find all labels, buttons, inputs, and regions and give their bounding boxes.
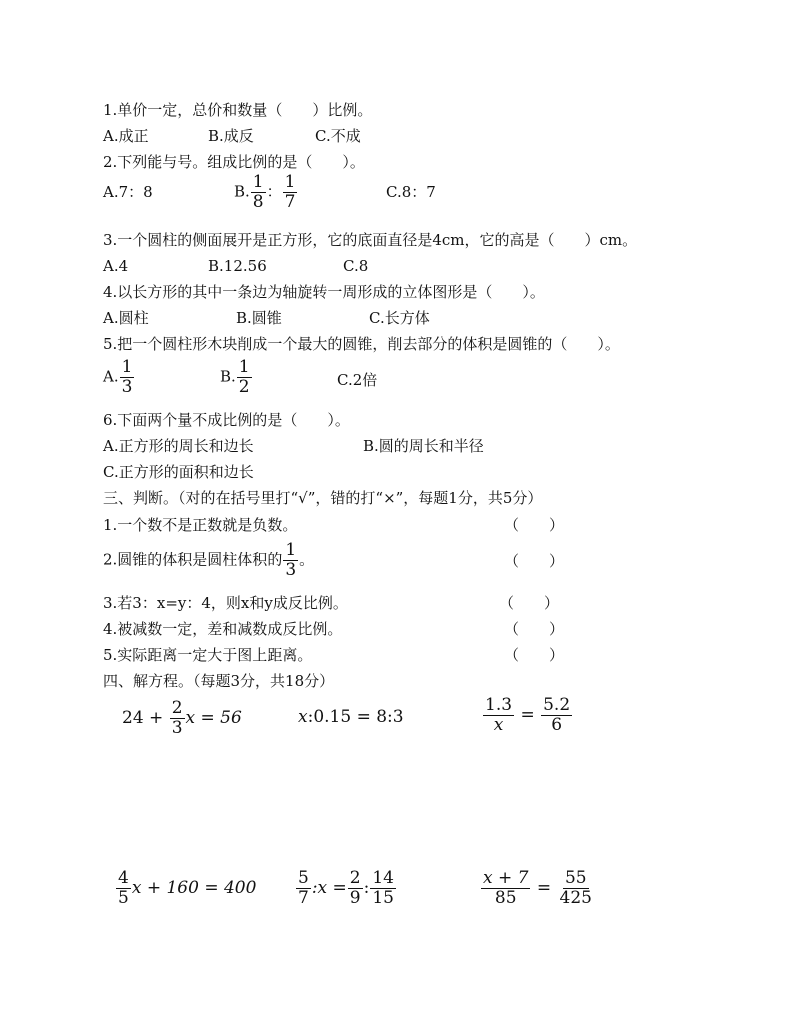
judge-item-2-prefix: 2.圆锥的体积是圆柱体积的: [103, 550, 283, 569]
q2-option-b-prefix: B.: [234, 182, 250, 201]
numerator: 1: [238, 357, 250, 377]
equation-1: [122, 700, 242, 737]
q3-option-c: C.8: [343, 257, 369, 275]
equation-3-fraction-right: [541, 697, 572, 734]
q4-option-c: C.长方体: [369, 309, 430, 327]
denominator: 7: [298, 888, 309, 908]
numerator: 1: [285, 540, 297, 560]
q1-stem: 1.单价一定，总价和数量（ ）比例。: [103, 101, 373, 119]
q4-option-b: B.圆锥: [236, 309, 282, 327]
equation-3-fraction-left: [483, 697, 514, 734]
section3-title: 三、判断。（对的在括号里打“√”，错的打“×”，每题1分，共5分）: [103, 489, 543, 507]
q2-fraction-1: [251, 174, 266, 211]
judge-item-2-suffix: 。: [299, 550, 315, 569]
judge-item-1: 1.一个数不是正数就是负数。: [103, 516, 298, 534]
numerator: 5.2: [543, 695, 571, 715]
judge-item-2-fraction: [283, 542, 298, 579]
q6-stem: 6.下面两个量不成比例的是（ ）。: [103, 411, 350, 429]
numerator: 14: [372, 868, 394, 888]
judge-item-2: [103, 542, 314, 579]
numerator: 2: [171, 698, 183, 718]
q5-option-b: [220, 359, 253, 396]
q3-option-a: A.4: [103, 257, 129, 275]
q5-option-a: [103, 359, 135, 396]
equation-5-fraction-3: [370, 870, 396, 907]
judge-paren-2[interactable]: （ ）: [504, 552, 565, 570]
denominator: 3: [171, 718, 183, 738]
judge-item-5: 5.实际距离一定大于图上距离。: [103, 646, 313, 664]
equation-1-rhs: x = 56: [185, 708, 242, 728]
judge-item-3: 3.若3：x=y：4，则x和y成反比例。: [103, 594, 348, 612]
numerator: 1: [252, 172, 264, 192]
q2-option-b: [234, 174, 298, 211]
q2-stem: 2.下列能与号。组成比例的是（ ）。: [103, 153, 365, 171]
equals-sign: =: [520, 705, 535, 725]
q1-option-c: C.不成: [315, 127, 361, 145]
equation-5-middle: :x =: [311, 878, 347, 898]
equation-5-fraction-1: [296, 870, 311, 907]
q6-option-c: C.正方形的面积和边长: [103, 463, 254, 481]
q2-option-c: C.8：7: [386, 183, 436, 201]
equation-4: [115, 870, 256, 907]
equation-3: [482, 697, 573, 734]
q4-stem: 4.以长方形的其中一条边为轴旋转一周形成的立体图形是（ ）。: [103, 283, 545, 301]
q5-fraction-b: [237, 359, 252, 396]
judge-item-4: 4.被减数一定，差和减数成反比例。: [103, 620, 343, 638]
denominator: 9: [349, 888, 361, 908]
numerator: x + 7: [483, 868, 529, 888]
numerator: 5: [298, 868, 309, 888]
numerator: 4: [118, 868, 129, 888]
equation-2-rest: :0.15 = 8:3: [307, 707, 404, 727]
judge-paren-3[interactable]: （ ）: [499, 594, 560, 612]
denominator: 2: [238, 377, 250, 397]
q1-option-b: B.成反: [208, 127, 254, 145]
equation-6: [480, 870, 595, 907]
q5-fraction-a: [120, 359, 135, 396]
numerator: 2: [349, 868, 361, 888]
ratio-separator: :: [363, 878, 370, 898]
equation-2: [298, 706, 404, 728]
denominator: 3: [121, 377, 133, 397]
judge-paren-1[interactable]: （ ）: [504, 516, 565, 534]
q5-option-c: C.2倍: [337, 371, 378, 389]
denominator: 85: [494, 888, 517, 908]
q6-option-b: B.圆的周长和半径: [363, 437, 484, 455]
numerator: 1.3: [485, 695, 513, 715]
denominator: x: [493, 715, 504, 735]
q5-option-b-prefix: B.: [220, 367, 236, 386]
q5-stem: 5.把一个圆柱形木块削成一个最大的圆锥，削去部分的体积是圆锥的（ ）。: [103, 335, 620, 353]
denominator: 15: [372, 888, 394, 908]
ratio-separator: ：: [266, 182, 282, 201]
section4-title: 四、解方程。（每题3分，共18分）: [103, 672, 335, 690]
numerator: 1: [121, 357, 133, 377]
equation-5: [295, 870, 397, 907]
denominator: 8: [252, 192, 264, 212]
equation-6-fraction-left: [481, 870, 530, 907]
equation-5-fraction-2: [348, 870, 363, 907]
q1-option-a: A.成正: [103, 127, 149, 145]
equation-1-lhs: 24 +: [122, 708, 169, 728]
q6-option-a: A.正方形的周长和边长: [103, 437, 254, 455]
numerator: 55: [564, 868, 587, 888]
judge-paren-4[interactable]: （ ）: [504, 620, 565, 638]
denominator: 5: [118, 888, 129, 908]
q3-stem: 3.一个圆柱的侧面展开是正方形，它的底面直径是4cm，它的高是（ ）cm。: [103, 231, 638, 249]
denominator: 425: [559, 888, 592, 908]
q2-option-a: A.7：8: [103, 183, 153, 201]
equation-2-variable: x: [298, 707, 308, 727]
q2-fraction-2: [283, 174, 298, 211]
equation-4-fraction: [116, 870, 131, 907]
q5-option-a-prefix: A.: [103, 367, 119, 386]
equation-4-rhs: x + 160 = 400: [131, 878, 257, 898]
judge-paren-5[interactable]: （ ）: [504, 646, 565, 664]
q3-option-b: B.12.56: [208, 257, 267, 275]
denominator: 6: [551, 715, 563, 735]
equation-6-fraction-right: [558, 870, 594, 907]
equation-1-fraction: [170, 700, 185, 737]
numerator: 1: [284, 172, 296, 192]
q4-option-a: A.圆柱: [103, 309, 149, 327]
equals-sign: =: [536, 878, 552, 898]
denominator: 3: [285, 560, 297, 580]
denominator: 7: [284, 192, 296, 212]
